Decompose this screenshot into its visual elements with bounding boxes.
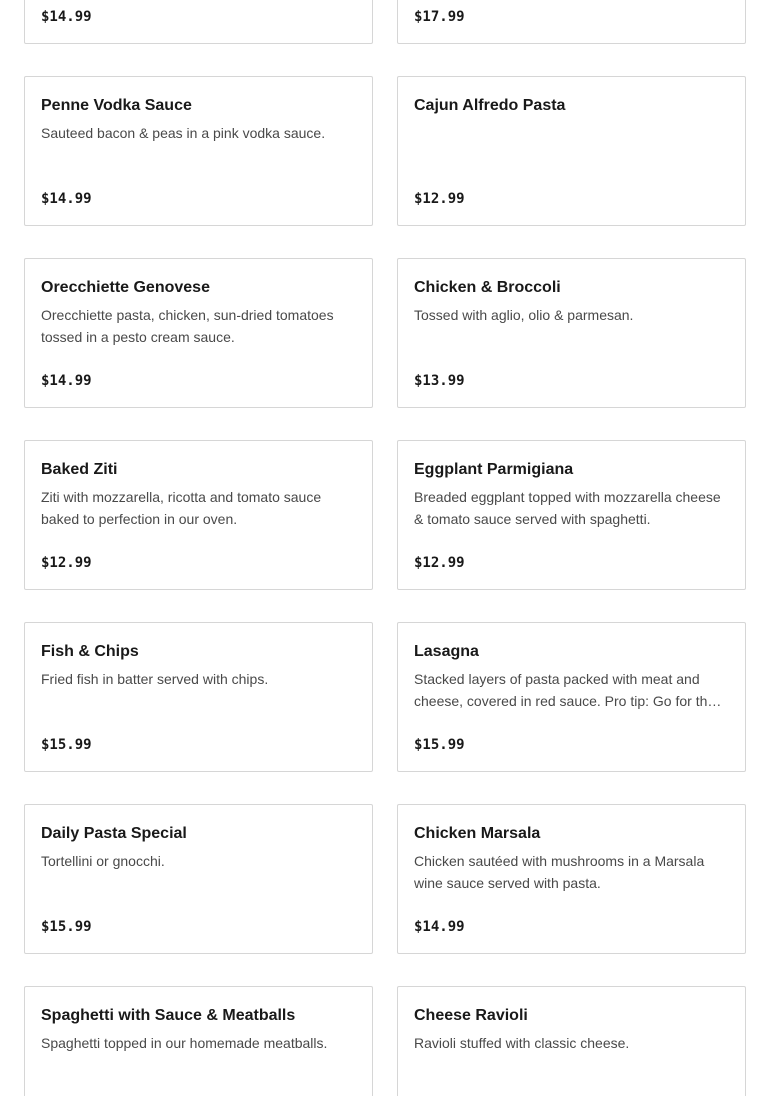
menu-item-price: $12.99 (414, 555, 465, 571)
menu-item-grid (24, 0, 746, 1096)
menu-item-name: Penne Vodka Sauce (41, 97, 192, 114)
menu-item-description: Tossed with aglio, olio & parmesan. (414, 307, 634, 323)
menu-item-card[interactable] (397, 0, 746, 44)
menu-item-price: $12.99 (41, 555, 92, 571)
menu-item-description (414, 122, 729, 166)
menu-item-card[interactable] (397, 804, 746, 954)
menu-item-description: Ziti with mozzarella, ricotta and tomato sauce baked to perfection in our oven. (41, 489, 322, 527)
menu-item-description: Spaghetti topped in our homemade meatballs. (41, 1035, 328, 1051)
menu-item-price: $15.99 (41, 737, 92, 753)
menu-item-price: $15.99 (414, 737, 465, 753)
menu-item-description: Sauteed bacon & peas in a pink vodka sauce. (41, 125, 326, 141)
menu-item-card[interactable] (397, 622, 746, 772)
menu-item-description: Fried fish in batter served with chips. (41, 671, 269, 687)
menu-item-description: Chicken sautéed with mushrooms in a Marsala wine sauce served with pasta. (414, 853, 705, 891)
menu-item-card[interactable] (397, 986, 746, 1096)
menu-item-name: Daily Pasta Special (41, 825, 187, 842)
menu-item-price: $14.99 (41, 9, 92, 25)
menu-item-description: Ravioli stuffed with classic cheese. (414, 1035, 630, 1051)
menu-item-description: Orecchiette pasta, chicken, sun-dried tomatoes tossed in a pesto cream sauce. (41, 307, 334, 345)
menu-item-price: $14.99 (41, 373, 92, 389)
menu-item-price: $14.99 (41, 191, 92, 207)
menu-item-card[interactable] (24, 76, 373, 226)
menu-item-card[interactable] (24, 258, 373, 408)
menu-item-card[interactable] (397, 440, 746, 590)
menu-item-card[interactable] (24, 622, 373, 772)
menu-item-name: Chicken & Broccoli (414, 279, 561, 296)
menu-item-name: Orecchiette Genovese (41, 279, 210, 296)
menu-item-card[interactable] (397, 76, 746, 226)
menu-item-card[interactable] (24, 440, 373, 590)
menu-item-card[interactable] (24, 986, 373, 1096)
menu-item-price: $14.99 (414, 919, 465, 935)
menu-item-name: Fish & Chips (41, 643, 139, 660)
menu-item-name: Baked Ziti (41, 461, 118, 478)
menu-item-card[interactable] (24, 804, 373, 954)
menu-item-card[interactable] (397, 258, 746, 408)
menu-item-description: Tortellini or gnocchi. (41, 853, 165, 869)
menu-item-name: Chicken Marsala (414, 825, 541, 842)
menu-item-card[interactable] (24, 0, 373, 44)
menu-item-price: $15.99 (41, 919, 92, 935)
menu-item-price: $13.99 (414, 373, 465, 389)
menu-item-price: $12.99 (414, 191, 465, 207)
menu-item-name: Spaghetti with Sauce & Meatballs (41, 1007, 296, 1024)
menu-item-name: Eggplant Parmigiana (414, 461, 574, 478)
menu-item-price: $17.99 (414, 9, 465, 25)
menu-item-name: Cajun Alfredo Pasta (414, 97, 566, 114)
menu-item-name: Cheese Ravioli (414, 1007, 528, 1024)
menu-item-description: Breaded eggplant topped with mozzarella cheese & tomato sauce served with spaghetti. (414, 489, 721, 527)
menu-item-name: Lasagna (414, 643, 479, 660)
menu-item-description: Stacked layers of pasta packed with meat and cheese, covered in red sauce. Pro tip: Go for th… (414, 671, 722, 709)
